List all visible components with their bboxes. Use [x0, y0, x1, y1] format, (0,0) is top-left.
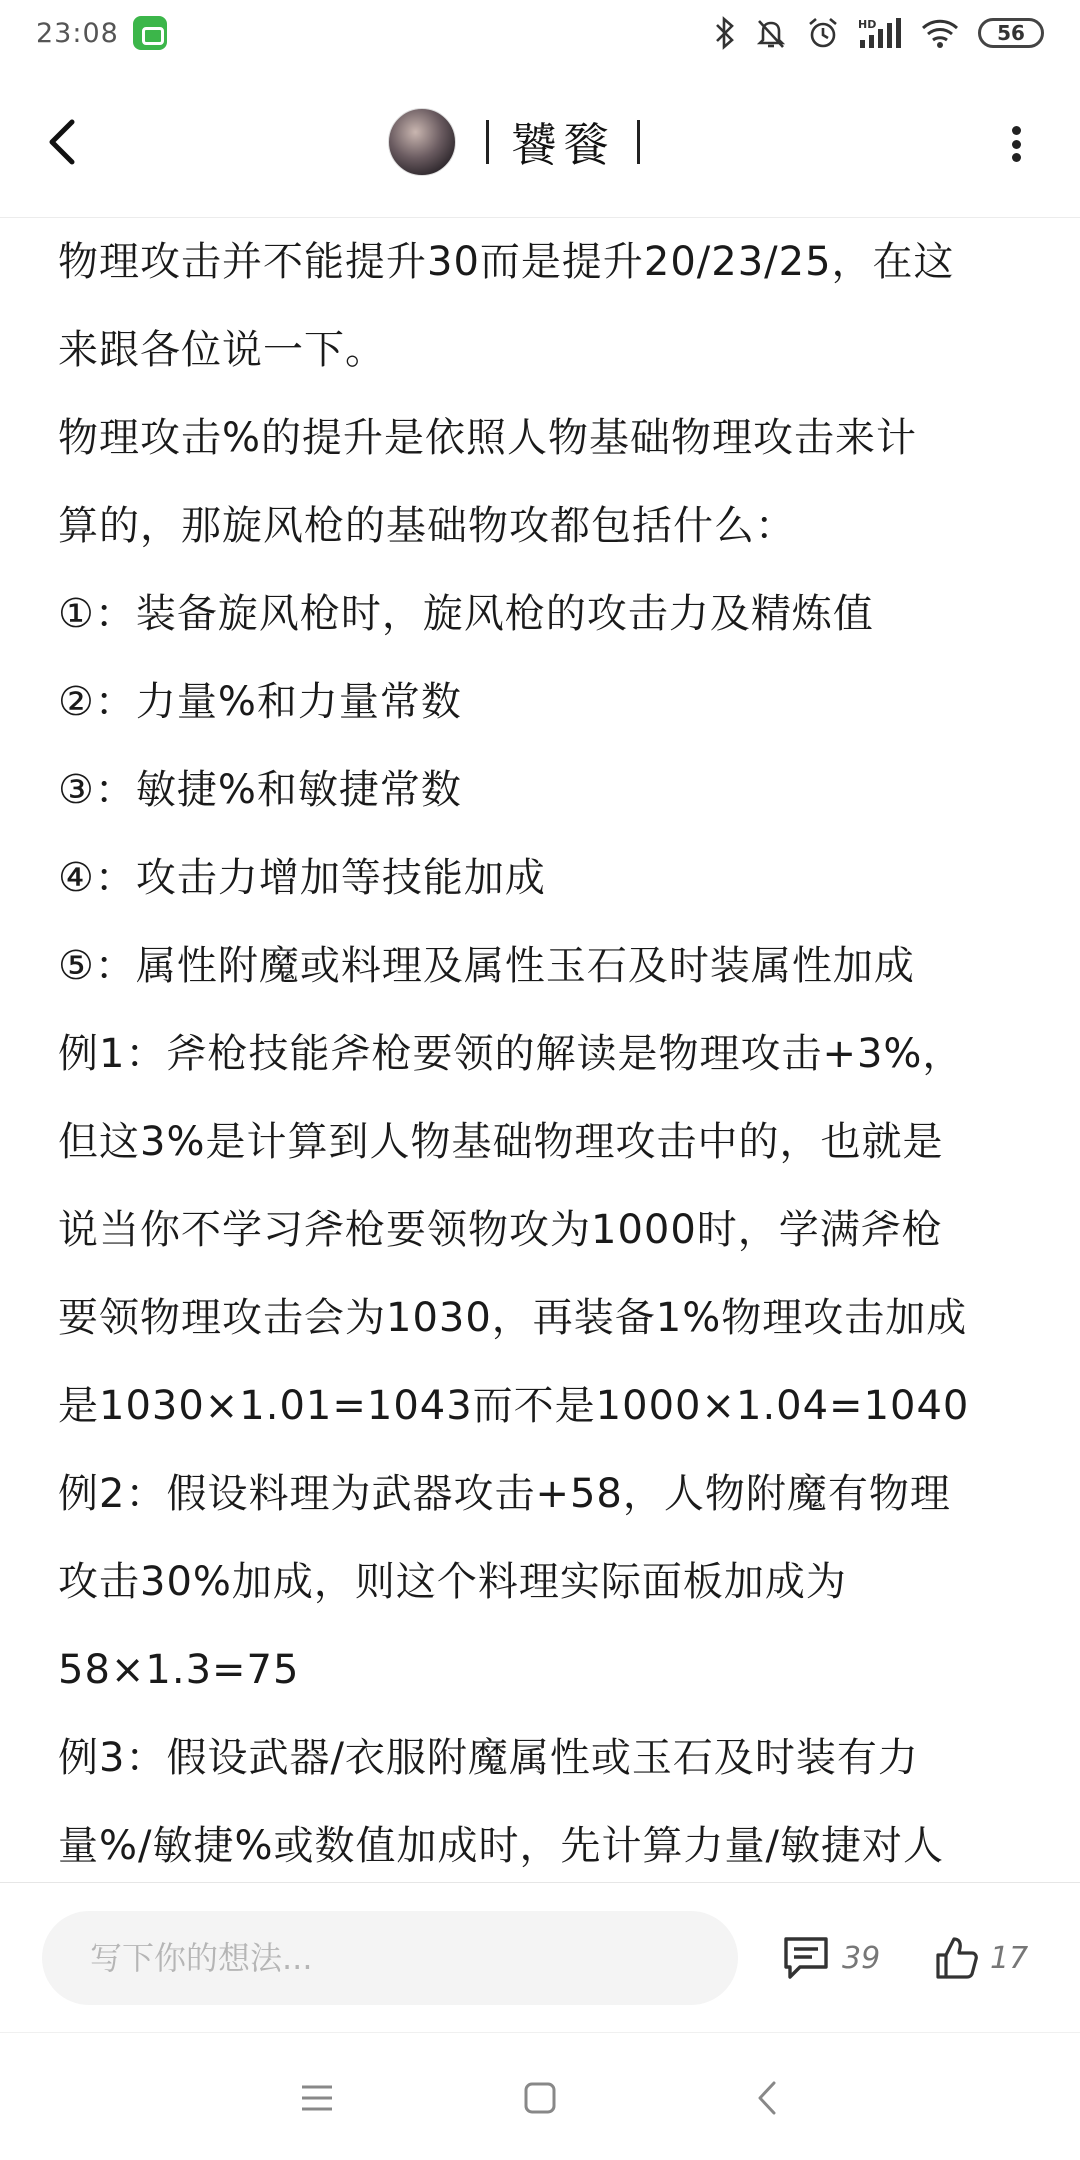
article-line: 但这3%是计算到人物基础物理攻击中的，也就是	[58, 1119, 944, 1165]
article-line: 要领物理攻击会为1030，再装备1%物理攻击加成	[58, 1295, 968, 1341]
alarm-icon	[806, 16, 840, 50]
nav-home-button[interactable]	[515, 2073, 565, 2123]
article-line: 说当你不学习斧枪要领物攻为1000时，学满斧枪	[58, 1207, 943, 1253]
mute-icon	[754, 16, 788, 50]
like-button[interactable]	[934, 1923, 1028, 1993]
status-icons	[714, 16, 1044, 50]
vertical-dots-icon	[1012, 126, 1021, 135]
nav-back-button[interactable]	[742, 2073, 792, 2123]
battery-icon: 56	[978, 18, 1044, 48]
comment-count: 39	[842, 1940, 881, 1976]
article-line: 例2：假设料理为武器攻击+58，人物附魔有物理	[58, 1471, 951, 1517]
article-line: 例1：斧枪技能斧枪要领的解读是物理攻击+3%，	[58, 1031, 964, 1077]
name-divider-left	[486, 120, 489, 164]
header	[0, 66, 1080, 218]
hd-signal-icon	[858, 16, 902, 50]
article-line: ①：装备旋风枪时，旋风枪的攻击力及精炼值	[58, 591, 874, 637]
article-line: 58×1.3=75	[58, 1647, 300, 1693]
article-line: 物理攻击并不能提升30而是提升20/23/25，在这	[58, 239, 955, 285]
comments-button[interactable]	[782, 1923, 880, 1993]
home-icon	[523, 2081, 557, 2115]
author-info[interactable]	[388, 106, 640, 178]
like-count: 17	[990, 1940, 1029, 1976]
article-line: ⑤：属性附魔或料理及属性玉石及时装属性加成	[58, 943, 915, 989]
svg-text:HD: HD	[858, 18, 877, 31]
status-bar	[0, 0, 1080, 66]
article-line: 来跟各位说一下。	[58, 327, 386, 373]
article-content	[58, 218, 1028, 1878]
status-time: 23:08	[36, 17, 119, 49]
name-divider-right	[637, 120, 640, 164]
more-button[interactable]	[1010, 126, 1022, 162]
article-line: ③：敏捷%和敏捷常数	[58, 767, 462, 813]
menu-icon	[300, 2083, 334, 2113]
article-line: 量%/敏捷%或数值加成时，先计算力量/敏捷对人	[58, 1823, 944, 1869]
article-line: 物理攻击%的提升是依照人物基础物理攻击来计	[58, 415, 918, 461]
back-icon	[752, 2079, 782, 2117]
bluetooth-icon	[714, 16, 736, 50]
article-line: 算的，那旋风枪的基础物攻都包括什么：	[58, 503, 796, 549]
back-button[interactable]	[38, 112, 88, 172]
avatar[interactable]	[388, 108, 456, 176]
author-name[interactable]: 饕餮	[511, 118, 615, 172]
article-line: ④：攻击力增加等技能加成	[58, 855, 546, 901]
comment-bar	[0, 1882, 1080, 2032]
article-line: 例3：假设武器/衣服附魔属性或玉石及时装有力	[58, 1735, 919, 1781]
comment-input[interactable]	[42, 1911, 738, 2005]
system-nav-bar	[0, 2032, 1080, 2160]
article-line: ②：力量%和力量常数	[58, 679, 462, 725]
article-line: 是1030×1.01=1043而不是1000×1.04=1040	[58, 1383, 970, 1429]
wifi-icon	[920, 16, 960, 50]
app-notification-icon	[133, 16, 167, 50]
nav-menu-button[interactable]	[292, 2073, 342, 2123]
thumbs-up-icon	[934, 1935, 978, 1981]
comment-icon	[782, 1935, 830, 1981]
chevron-left-icon	[38, 112, 88, 172]
article-line: 攻击30%加成，则这个料理实际面板加成为	[58, 1559, 847, 1605]
